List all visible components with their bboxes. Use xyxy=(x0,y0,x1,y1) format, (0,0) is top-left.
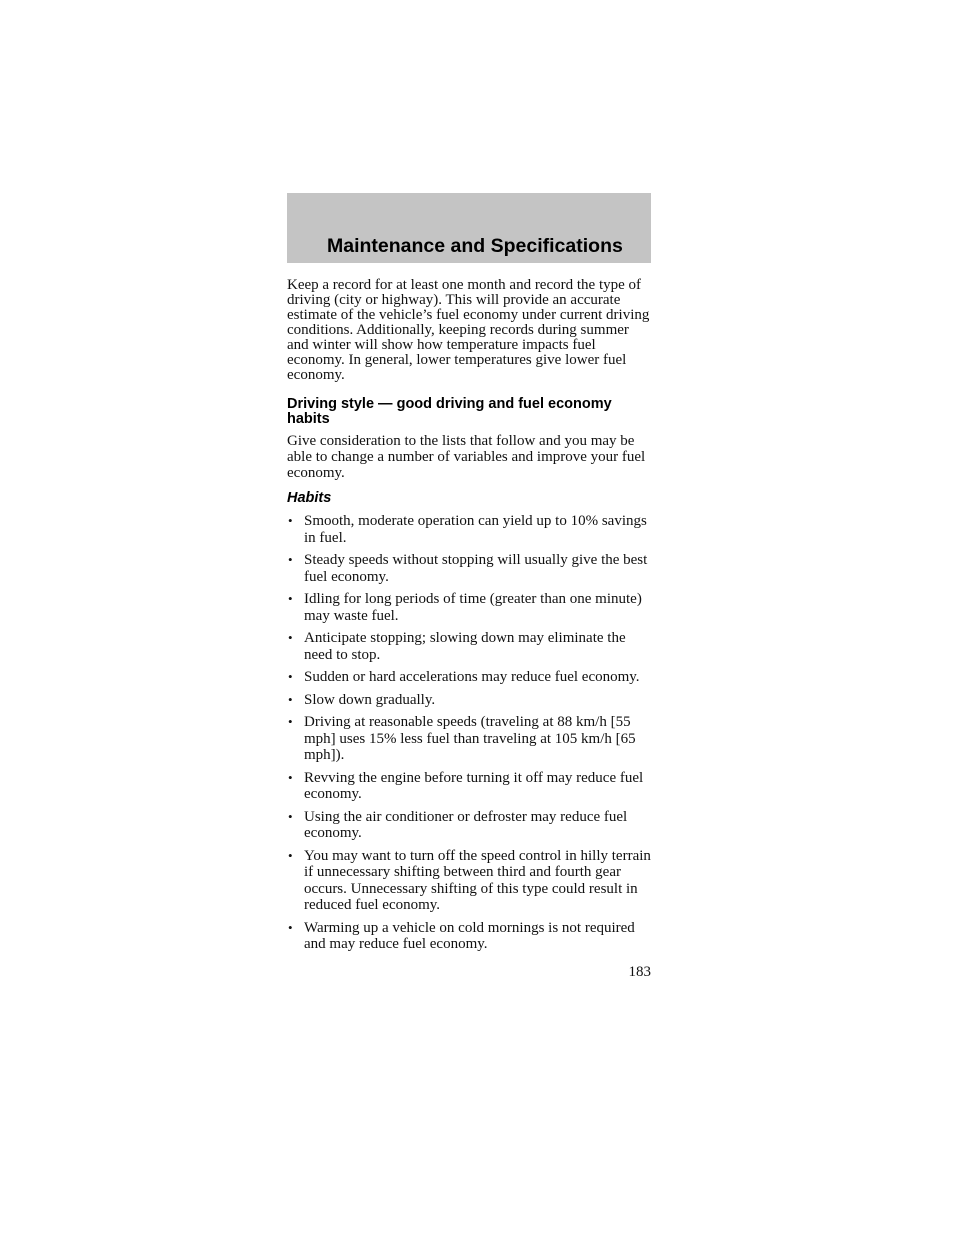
list-item-text: Revving the engine before turning it off may reduce fuel economy. xyxy=(304,769,644,802)
intro-paragraph: Keep a record for at least one month and record the type of driving (city or highway). This will provide an accurate estimate of the vehicle’s fuel economy under current driving conditions. Additionally, keeping records during summer and winter will show how temperature impacts fuel economy. In general, lower temperatures give lower fuel economy. xyxy=(287,277,650,383)
list-item xyxy=(287,513,651,546)
list-item-text: Warming up a vehicle on cold mornings is not required and may reduce fuel economy. xyxy=(304,919,635,952)
bullet-icon: • xyxy=(288,808,293,824)
section-header-band xyxy=(287,193,651,263)
bullet-icon: • xyxy=(288,691,293,707)
bullet-icon: • xyxy=(288,630,293,645)
bullet-icon: • xyxy=(288,919,293,935)
bullet-icon: • xyxy=(288,669,293,684)
driving-style-heading: Driving style — good driving and fuel economy habits xyxy=(287,396,612,427)
habits-list xyxy=(287,513,651,953)
bullet-icon: • xyxy=(288,552,293,567)
habits-heading: Habits xyxy=(287,490,332,506)
list-item-text: Driving at reasonable speeds (traveling at 88 km/h [55 mph] uses 15% less fuel than traveling at 105 km/h [65 mph]). xyxy=(304,714,636,763)
list-item-text: Using the air conditioner or defroster may reduce fuel economy. xyxy=(304,808,628,841)
list-item xyxy=(287,920,651,953)
list-item-text: Sudden or hard accelerations may reduce fuel economy. xyxy=(304,669,640,685)
list-item xyxy=(287,692,651,709)
list-item-text: Steady speeds without stopping will usually give the best fuel economy. xyxy=(304,552,648,585)
list-item xyxy=(287,714,651,764)
manual-page xyxy=(287,193,651,981)
list-item xyxy=(287,669,651,686)
list-item-text: Slow down gradually. xyxy=(304,691,436,708)
bullet-icon: • xyxy=(288,714,293,729)
list-item xyxy=(287,630,651,663)
list-item-text: You may want to turn off the speed control in hilly terrain if unnecessary shifting between third and fourth gear occurs. Unnecessary shifting of this type could result in reduced fuel economy. xyxy=(304,847,651,913)
bullet-icon: • xyxy=(288,513,293,528)
list-item xyxy=(287,552,651,585)
bullet-icon: • xyxy=(288,769,293,785)
page-number: 183 xyxy=(628,963,651,980)
page-title: Maintenance and Specifications xyxy=(327,235,623,257)
list-item xyxy=(287,591,651,624)
list-item-text: Idling for long periods of time (greater than one minute) may waste fuel. xyxy=(304,591,642,624)
consideration-paragraph: Give consideration to the lists that follow and you may be able to change a number of variables and improve your fuel economy. xyxy=(287,433,646,481)
bullet-icon: • xyxy=(288,591,293,606)
bullet-icon: • xyxy=(288,847,293,863)
list-item xyxy=(287,770,651,803)
list-item xyxy=(287,848,651,914)
list-item-text: Smooth, moderate operation can yield up to 10% savings in fuel. xyxy=(304,513,647,546)
list-item xyxy=(287,809,651,842)
list-item-text: Anticipate stopping; slowing down may eliminate the need to stop. xyxy=(304,630,626,663)
